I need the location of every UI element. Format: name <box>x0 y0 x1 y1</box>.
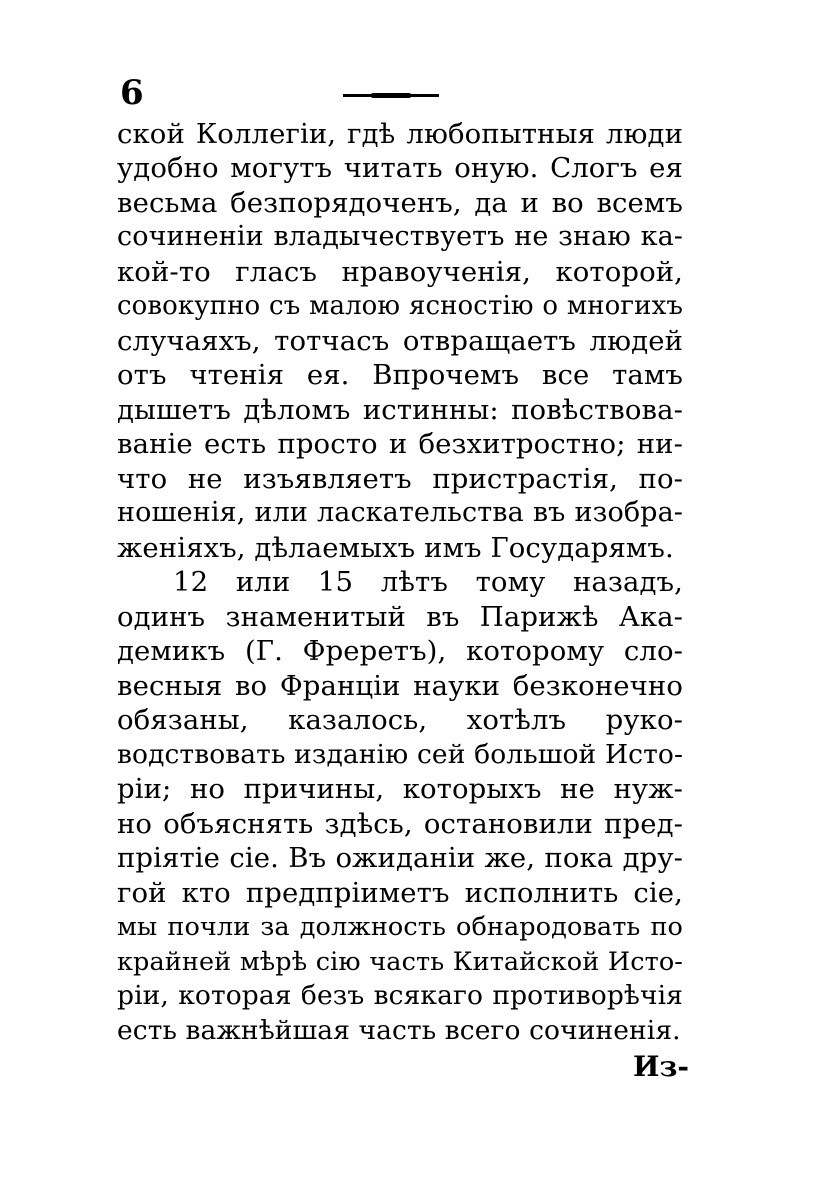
text-line: совокупно съ малою ясностію о многихъ <box>117 291 683 321</box>
text-line: обязаны, казалось, хотѣлъ руко- <box>117 704 683 736</box>
text-line: есть важнѣйшая часть всего сочиненія. <box>117 1015 681 1046</box>
text-line: ваніе есть просто и безхитростно; ни- <box>117 428 683 460</box>
text-line: 12 или 15 лѣтъ тому назадъ, <box>173 566 683 598</box>
text-line: случаяхъ, тотчасъ отвращаетъ людей <box>117 325 683 357</box>
text-line: отъ чтенія ея. Впрочемъ все тамъ <box>117 359 683 391</box>
text-line: ношенія, или ласкательства въ изобра- <box>117 497 683 528</box>
text-line: что не изъявляетъ пристрастія, по- <box>117 463 683 495</box>
text-line: женіяхъ, дѣлаемыхъ имъ Государямъ. <box>117 532 674 564</box>
text-line: дышетъ дѣломъ истинны: повѣствова- <box>117 394 683 426</box>
text-line: удобно могутъ читать оную. Слогъ ея <box>117 152 683 184</box>
text-line: но объяснять здѣсь, остановили пред- <box>117 808 683 840</box>
page-number: 6 <box>120 73 144 113</box>
text-line: весныя во Франціи науки безконечно <box>117 670 683 702</box>
text-line: ской Коллегіи, гдѣ любопытныя люди <box>117 118 683 150</box>
catchword: Из- <box>633 1050 689 1083</box>
text-line: ріи; но причины, которыхъ не нуж- <box>117 773 683 805</box>
text-line: крайней мѣрѣ сію часть Китайской Исто- <box>117 947 683 977</box>
text-line: демикъ (Г. Фреретъ), которому сло- <box>117 635 683 667</box>
text-line: гой кто предпріиметъ исполнить сіе, <box>117 877 683 909</box>
text-line: одинъ знаменитый въ Парижѣ Ака- <box>117 601 683 633</box>
text-line: мы почли за должность обнародовать по <box>117 912 683 942</box>
text-line: водствовать изданію сей большой Исто- <box>117 739 683 770</box>
text-line: сочиненіи владычествуетъ не знаю ка- <box>117 221 683 252</box>
text-line: весьма безпорядоченъ, да и во всемъ <box>117 187 683 219</box>
header-rule <box>343 94 439 97</box>
text-line: кой-то гласъ нравоученія, которой, <box>117 256 683 288</box>
text-line: ріи, которая безъ всякаго противорѣчія <box>117 980 683 1011</box>
text-line: пріятіе сіе. Въ ожиданіи же, пока дру- <box>117 842 683 874</box>
